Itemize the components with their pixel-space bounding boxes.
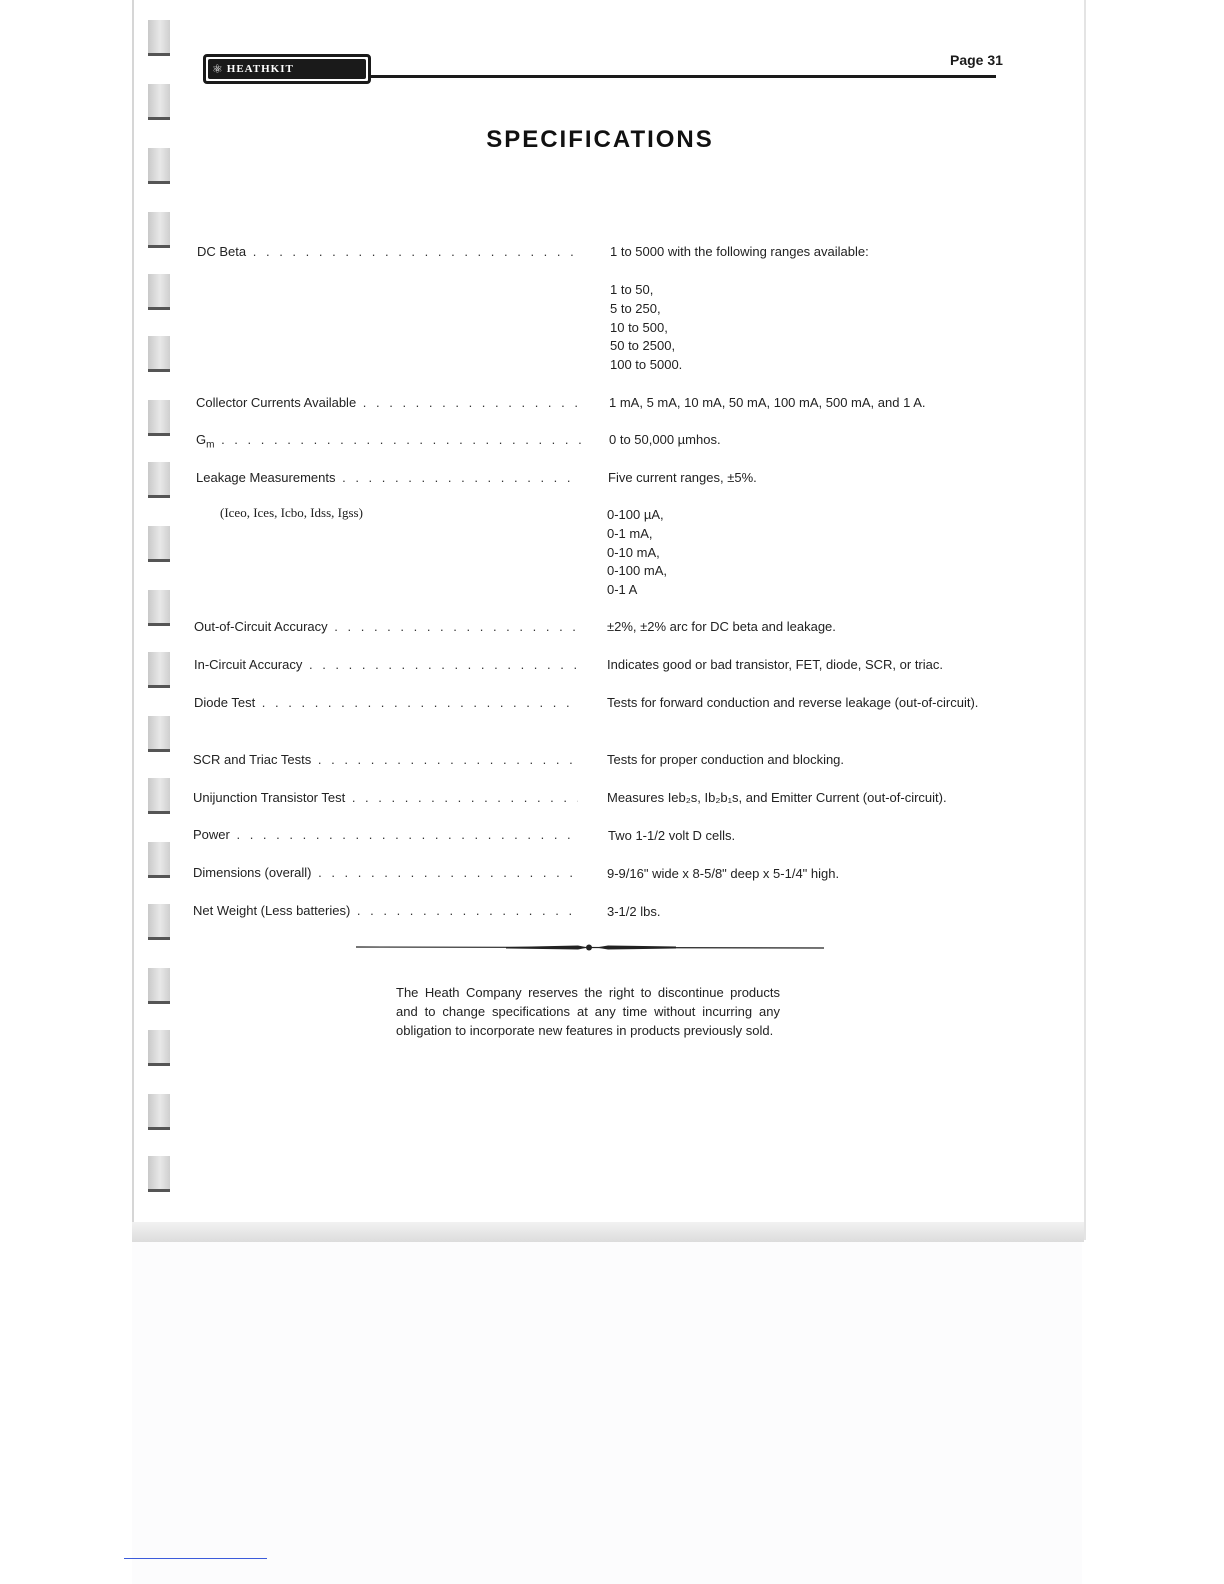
spec-value-unijunction-test: Measures Ieb₂s, Ib₂b₁s, and Emitter Current (out-of-circuit).: [607, 790, 947, 805]
page-number: Page 31: [950, 52, 1003, 68]
spec-label-collector-currents: Collector Currents Available . . .: [196, 395, 581, 410]
spec-value-collector-currents: 1 mA, 5 mA, 10 mA, 50 mA, 100 mA, 500 mA, and 1 A.: [609, 395, 926, 410]
list-item: 1 to 50,: [610, 282, 654, 297]
list-item: 100 to 5000.: [610, 357, 683, 373]
binder-hole: [148, 1094, 170, 1130]
ornamental-divider: [356, 942, 824, 954]
spec-label-in-circuit-accuracy: In-Circuit Accuracy . . .: [194, 657, 579, 672]
binder-hole: [148, 212, 170, 248]
leakage-range-list: [607, 506, 667, 600]
binder-hole: [148, 84, 170, 120]
binder-hole: [148, 968, 170, 1004]
binder-hole: [148, 336, 170, 372]
blank-lower-area: [132, 1242, 1082, 1584]
list-item: 0-100 mA,: [607, 563, 667, 579]
spec-label-scr-triac-tests: SCR and Triac Tests . . .: [193, 752, 578, 767]
spec-label-out-of-circuit-accuracy: Out-of-Circuit Accuracy . . .: [194, 619, 579, 634]
header-rule: [370, 75, 996, 78]
spec-value-diode-test: Tests for forward conduction and reverse leakage (out-of-circuit).: [607, 695, 979, 710]
list-item: 0-1 A: [607, 582, 638, 598]
binder-hole: [148, 20, 170, 56]
dc-beta-range-list: [610, 281, 682, 375]
spec-value-power: Two 1-1/2 volt D cells.: [608, 828, 736, 843]
list-item: 5 to 250,: [610, 300, 661, 316]
spec-value-scr-triac-tests: Tests for proper conduction and blocking.: [607, 752, 845, 767]
binder-hole: [148, 590, 170, 626]
spec-label-power: Power . . .: [193, 827, 578, 842]
list-item: 0-1 mA,: [607, 525, 653, 541]
logo-text: HEATHKIT: [226, 63, 294, 75]
binder-hole: [148, 274, 170, 310]
spec-label-unijunction-test: Unijunction Transistor Test . . .: [193, 790, 578, 805]
list-item: 10 to 500,: [610, 319, 668, 335]
spec-value-out-of-circuit-accuracy: ±2%, ±2% arc for DC beta and leakage.: [607, 619, 836, 634]
heathkit-logo: [203, 54, 371, 84]
disclaimer-paragraph: The Heath Company reserves the right to discontinue products and to change specifications at any time without incurring any obligation to incorporate new features in products previously sold.: [396, 985, 780, 1038]
binder-hole: [148, 462, 170, 498]
spec-label-dc-beta: DC Beta . . .: [197, 244, 582, 259]
spec-value-leakage: Five current ranges, ±5%.: [608, 470, 757, 485]
spec-label-leakage: Leakage Measurements . . .: [196, 470, 581, 485]
binder-hole: [148, 842, 170, 878]
binder-hole: [148, 1156, 170, 1192]
list-item: 50 to 2500,: [610, 338, 676, 354]
atom-icon: ⚛: [212, 62, 223, 76]
bottom-link-underline: [124, 1558, 267, 1559]
gm-subscript: m: [206, 439, 215, 451]
binder-hole: [148, 778, 170, 814]
spec-label-gm: [196, 432, 581, 451]
spec-value-net-weight: 3-1/2 lbs.: [607, 904, 661, 919]
spec-value-dimensions: 9-9/16" wide x 8-5/8" deep x 5-1/4" high.: [607, 866, 840, 881]
spec-value-dc-beta: 1 to 5000 with the following ranges available:: [610, 244, 869, 259]
binder-hole: [148, 1030, 170, 1066]
spec-label-dimensions: Dimensions (overall) . . .: [193, 865, 578, 880]
list-item: 0-10 mA,: [607, 544, 660, 560]
gm-symbol: G: [196, 432, 207, 447]
binder-hole: [148, 904, 170, 940]
binder-hole: [148, 716, 170, 752]
leakage-sublabel: (Iceo, Ices, Icbo, Idss, Igss): [220, 505, 363, 520]
spec-label-diode-test: Diode Test . . .: [194, 695, 579, 710]
spec-label-net-weight: Net Weight (Less batteries) . . .: [193, 903, 578, 918]
page-bottom-shadow: [132, 1222, 1084, 1242]
spec-value-in-circuit-accuracy: Indicates good or bad transistor, FET, diode, SCR, or triac.: [607, 657, 943, 672]
page-title: SPECIFICATIONS: [486, 126, 714, 153]
binder-hole: [148, 400, 170, 436]
binder-hole: [148, 526, 170, 562]
list-item: 0-100 µA,: [607, 507, 664, 522]
binder-hole: [148, 652, 170, 688]
spec-value-gm: 0 to 50,000 µmhos.: [609, 432, 721, 447]
